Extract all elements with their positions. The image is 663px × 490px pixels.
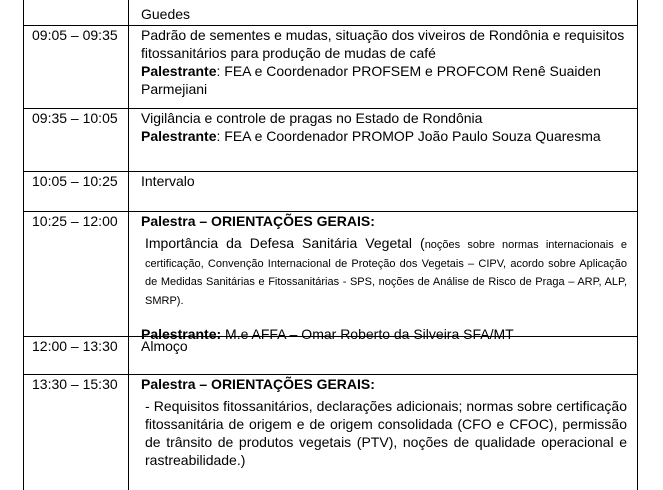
time-slot [32,109,124,127]
speaker-label: Palestrante: [141,326,222,342]
time-slot [32,337,124,355]
time-start: 12:00 – [32,338,79,354]
session-title: Vigilância e controle de pragas no Estado de Rondônia [141,110,483,126]
table-border-right [637,0,638,490]
session-heading: Palestra – ORIENTAÇÕES GERAIS: [141,213,375,229]
speaker-name: : FEA e Coordenador PROFSEM e PROFCOM Renê Suaiden Parmejiani [141,63,601,97]
time-start: 09:05 – [32,27,79,43]
time-start: 13:30 – [32,376,79,392]
time-end: 09:35 [82,27,118,43]
session-description [141,172,627,190]
time-end: 12:00 [82,213,118,229]
session-description [141,109,627,145]
speaker-label: Palestrante [141,63,217,79]
speaker-name: : FEA e Coordenador PROMOP João Paulo Souza Quaresma [216,128,601,144]
time-slot [32,375,124,393]
topic-detail: noções sobre normas internacionais e certificação, Convenção Internacional de Proteção dos Vegetais – CIPV, acordo sobre Aplicação de Medidas Sanitárias e Fitossanitárias - SPS, noções de Análise de Risco de Praga – ARP, ALP, SMRP). [145,239,627,307]
speaker-name: M.e AFFA – Omar Roberto da Silveira SFA/MT [221,326,514,342]
time-start: 09:35 – [32,110,79,126]
time-end: 13:30 [82,338,118,354]
time-slot [32,212,124,230]
session-title: Padrão de sementes e mudas, situação dos viveiros de Rondônia e requisitos fitossanitários para produção de mudas de café [141,27,625,61]
topic-title: Importância da Defesa Sanitária Vegetal ( [145,235,425,251]
schedule-row-content [141,5,627,23]
session-description [141,337,627,355]
session-description [141,212,627,343]
table-border-left [23,0,24,490]
session-topic: - Requisitos fitossanitários, declarações adicionais; normas sobre certificação fitossanitária de origem e de origem consolidada (CFO e CFOC), permissão de trânsito de produtos vegetais (PTV), noções de qualidade operacional e rastreabilidade.) [145,398,627,468]
time-end: 15:30 [82,376,118,392]
time-end: 10:05 [82,110,118,126]
time-slot [32,26,124,44]
session-description [141,26,627,98]
time-end: 10:25 [82,173,118,189]
session-heading: Palestra – ORIENTAÇÕES GERAIS: [141,376,375,392]
time-start: 10:05 – [32,173,79,189]
session-title: Intervalo [141,173,195,189]
session-topic [141,234,627,308]
continuation-text: Guedes [141,6,191,22]
time-start: 10:25 – [32,213,79,229]
time-slot [32,172,124,190]
table-column-divider [128,0,129,490]
session-title: Almoço [141,338,188,354]
speaker-label: Palestrante [141,128,217,144]
session-description [141,375,627,469]
